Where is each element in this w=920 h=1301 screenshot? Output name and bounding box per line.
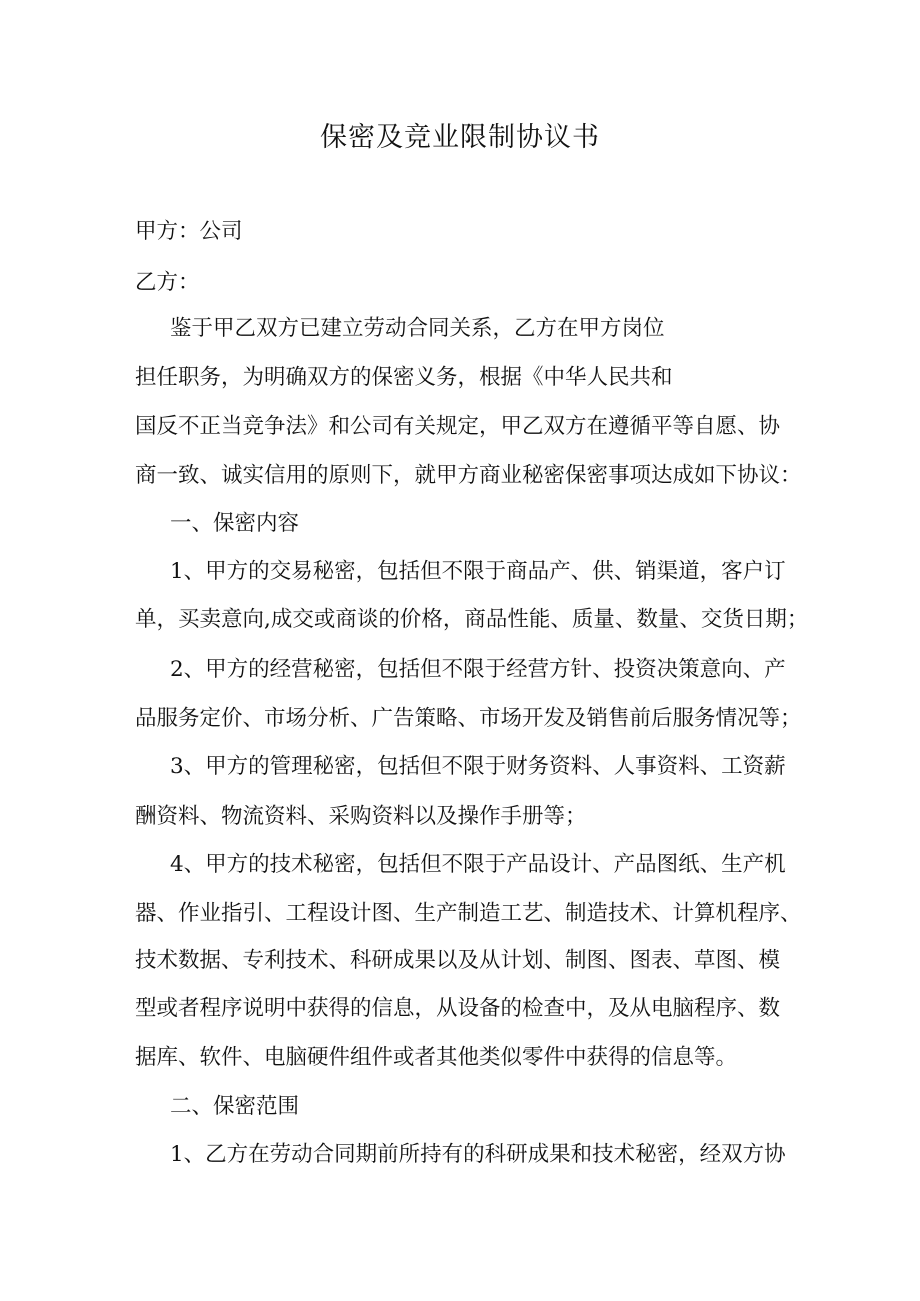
paragraph-line: 器、作业指引、工程设计图、生产制造工艺、制造技术、计算机程序、 <box>135 901 802 926</box>
paragraph-line: 单，买卖意向,成交或商谈的价格，商品性能、质量、数量、交货日期； <box>135 607 809 632</box>
paragraph-line: 1、甲方的交易秘密，包括但不限于商品产、供、销渠道，客户订 <box>170 559 786 584</box>
paragraph-line: 国反不正当竞争法》和公司有关规定，甲乙双方在遵循平等自愿、协 <box>135 414 781 439</box>
paragraph-line: 4、甲方的技术秘密，包括但不限于产品设计、产品图纸、生产机 <box>170 852 786 877</box>
party-a-line: 甲方：公司 <box>135 219 243 244</box>
paragraph-line: 型或者程序说明中获得的信息，从设备的检查中，及从电脑程序、数 <box>135 996 781 1021</box>
paragraph-line: 技术数据、专利技术、科研成果以及从计划、制图、图表、草图、模 <box>135 948 781 973</box>
paragraph-line: 据库、软件、电脑硬件组件或者其他类似零件中获得的信息等。 <box>135 1045 738 1070</box>
paragraph-line: 鉴于甲乙双方已建立劳动合同关系，乙方在甲方岗位 <box>170 316 665 341</box>
paragraph-line: 2、甲方的经营秘密，包括但不限于经营方针、投资决策意向、产 <box>170 657 786 682</box>
party-b-line: 乙方： <box>135 270 200 295</box>
paragraph-line: 商一致、诚实信用的原则下，就甲方商业秘密保密事项达成如下协议： <box>135 463 802 488</box>
document-title: 保密及竞业限制协议书 <box>320 122 600 153</box>
paragraph-line: 1、乙方在劳动合同期前所持有的科研成果和技术秘密，经双方协 <box>170 1142 786 1167</box>
paragraph-line: 品服务定价、市场分析、广告策略、市场开发及销售前后服务情况等； <box>135 706 802 731</box>
section-heading: 二、保密范围 <box>170 1094 300 1119</box>
paragraph-line: 担任职务，为明确双方的保密义务，根据《中华人民共和 <box>135 365 673 390</box>
section-heading: 一、保密内容 <box>170 511 300 536</box>
paragraph-line: 酬资料、物流资料、采购资料以及操作手册等； <box>135 804 587 829</box>
paragraph-line: 3、甲方的管理秘密，包括但不限于财务资料、人事资料、工资薪 <box>170 754 786 779</box>
